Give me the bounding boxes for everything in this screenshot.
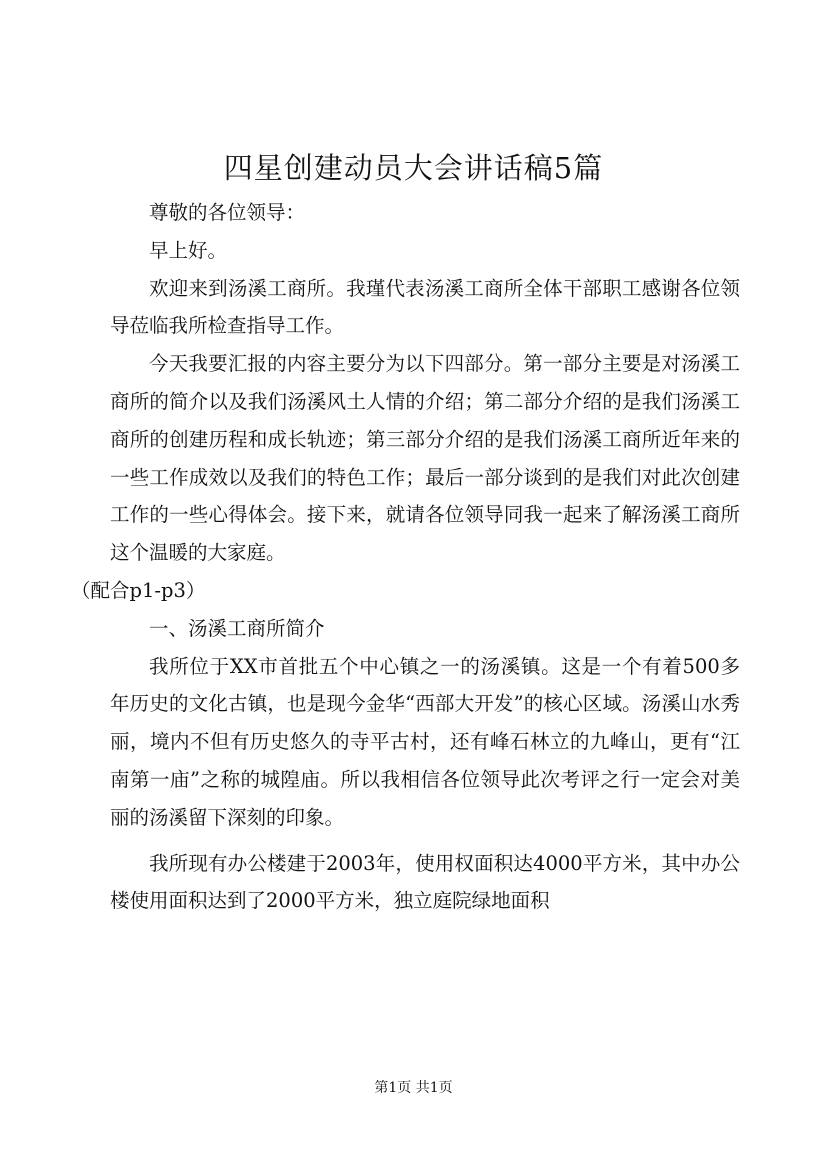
outline-paragraph: 今天我要汇报的内容主要分为以下四部分。第一部分主要是对汤溪工商所的简介以及我们汤溪风土人情的介绍；第二部分介绍的是我们汤溪工商所的创建历程和成长轨迹；第三部分介绍的是我们汤溪工商所近年来的一些工作成效以及我们的特色工作；最后一部分谈到的是我们对此次创建工作的一些心得体会。接下来，就请各位领导同我一起来了解汤溪工商所这个温暖的大家庭。 （配合p1-p3）: [71, 352, 740, 602]
slide-reference: （配合p1-p3）: [71, 578, 206, 602]
office-paragraph: 我所现有办公楼建于2003年，使用权面积达4000平方米，其中办公楼使用面积达到了2000平方米，独立庭院绿地面积: [110, 851, 740, 913]
document-title: 四星创建动员大会讲话稿5篇: [223, 151, 604, 185]
section-heading: 一、汤溪工商所简介: [149, 616, 325, 640]
document-body: [71, 194, 740, 920]
welcome-paragraph: 欢迎来到汤溪工商所。我瑾代表汤溪工商所全体干部职工感谢各位领导莅临我所检查指导工作。: [110, 276, 740, 338]
greeting-paragraph: 早上好。: [149, 238, 228, 262]
salutation-paragraph: 尊敬的各位领导：: [149, 201, 306, 224]
location-paragraph: 我所位于XX市首批五个中心镇之一的汤溪镇。这是一个有着500多年历史的文化古镇，也是现今金华“西部大开发”的核心区域。汤溪山水秀丽，境内不但有历史悠久的寺平古村，还有峰石林立的九峰山，更有“江南第一庙”之称的城隍庙。所以我相信各位领导此次考评之行一定会对美丽的汤溪留下深刻的印象。: [110, 654, 740, 829]
page-footer: 第1页 共1页: [374, 1080, 453, 1096]
